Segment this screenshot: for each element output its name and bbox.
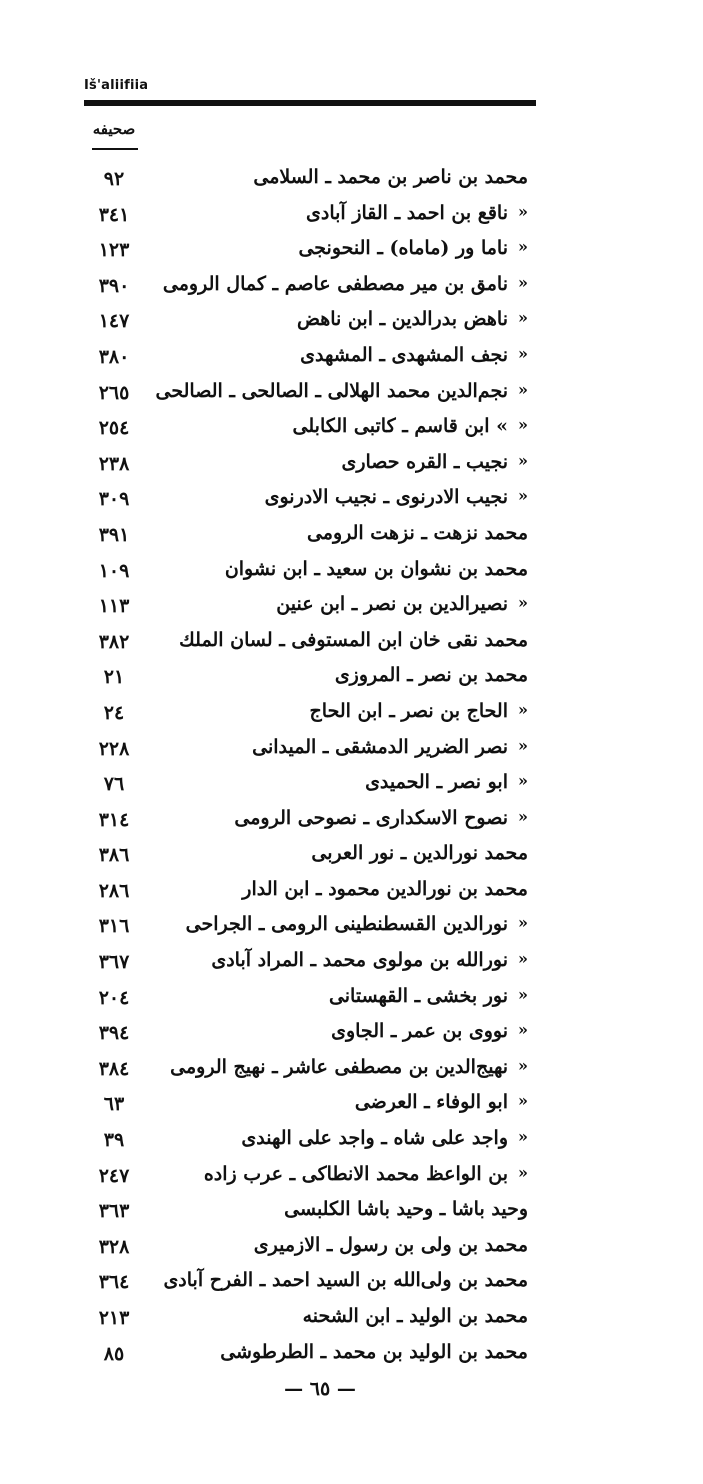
- ditto-mark: »: [518, 913, 528, 933]
- entry-name: نجيب الادرنوی ـ نجيب الادرنوی: [264, 486, 508, 509]
- index-entry: [0, 945, 703, 981]
- entry-name: نور بخشی ـ القهستانی: [328, 984, 508, 1007]
- ditto-mark: »: [518, 379, 528, 399]
- index-entry: [0, 376, 703, 412]
- entry-page-number: ٣٨٤: [98, 1057, 130, 1080]
- ditto-mark: »: [518, 450, 528, 470]
- entry-page-number: ٢٤: [103, 701, 125, 724]
- index-entry: [0, 625, 703, 661]
- entry-name: محمد بن الوليد بن محمد ـ الطرطوشی: [220, 1340, 528, 1363]
- index-entry: [0, 162, 703, 198]
- entry-page-number: ٢٥٤: [98, 417, 130, 440]
- entry-page-number: ٩٢: [103, 168, 125, 190]
- ditto-mark: »: [518, 949, 528, 969]
- index-entry: [0, 660, 703, 696]
- entry-page-number: ٣٦٤: [98, 1271, 130, 1294]
- index-entry: [0, 981, 703, 1017]
- entry-name: محمد بن نورالدين محمود ـ ابن الدار: [242, 877, 528, 900]
- entry-name: محمد بن ولی بن رسول ـ الازميری: [253, 1233, 528, 1256]
- page-column-heading: صحيفه: [92, 120, 136, 138]
- entry-name: محمد بن ولی‌الله بن السيد احمد ـ الفرح آبادی: [163, 1269, 528, 1292]
- ditto-mark: »: [518, 486, 528, 506]
- index-entry: [0, 198, 703, 234]
- entry-page-number: ٢٨٦: [98, 879, 130, 902]
- entry-name: نهيج‌الدين بن مصطفى عاشر ـ نهيج الرومی: [170, 1055, 508, 1078]
- index-entry: [0, 732, 703, 768]
- entry-name: الحاج بن نصر ـ ابن الحاج: [309, 699, 508, 722]
- index-entry: [0, 1016, 703, 1052]
- entry-name: نورالدين القسطنطينی الرومی ـ الجراحی: [185, 913, 508, 936]
- entry-page-number: ٣٩١: [98, 523, 130, 546]
- entry-page-number: ٨٥: [103, 1342, 125, 1365]
- entry-name: نصر الضرير الدمشقی ـ الميدانی: [252, 735, 508, 758]
- entry-name: ابو نصر ـ الحميدی: [365, 771, 508, 794]
- page-number: — ٦٥ —: [284, 1378, 356, 1400]
- index-entry: [0, 1265, 703, 1301]
- index-entry: [0, 1230, 703, 1266]
- index-entry: [0, 1087, 703, 1123]
- index-entry: [0, 269, 703, 305]
- entry-page-number: ٣١٦: [98, 915, 130, 938]
- ditto-mark: »: [518, 806, 528, 826]
- entry-name: نصيرالدين بن نصر ـ ابن عنين: [276, 593, 508, 616]
- ditto-mark: »: [518, 1055, 528, 1075]
- index-entry: [0, 874, 703, 910]
- entry-page-number: ٣٩: [103, 1129, 125, 1152]
- entry-name: بن الواعظ محمد الانطاكی ـ عرب زاده: [203, 1162, 508, 1185]
- entry-page-number: ٣٤١: [98, 203, 130, 226]
- index-entry: [0, 589, 703, 625]
- index-entry: [0, 1159, 703, 1195]
- index-entry: [0, 554, 703, 590]
- entry-page-number: ٢٠٤: [98, 986, 130, 1009]
- index-entry: [0, 1337, 703, 1373]
- ditto-mark: »: [518, 735, 528, 755]
- ditto-mark: »: [518, 771, 528, 791]
- entry-page-number: ١٢٣: [98, 239, 130, 262]
- entry-page-number: ٢٢٨: [98, 737, 130, 760]
- index-entry: [0, 518, 703, 554]
- entry-page-number: ٢٦٥: [98, 381, 130, 404]
- entry-name: ناهض بدرالدين ـ ابن ناهض: [296, 308, 508, 331]
- entry-page-number: ٣٩٠: [98, 274, 130, 297]
- entry-name: محمد بن نشوان بن سعيد ـ ابن نشوان: [224, 557, 528, 580]
- column-heading-underline: [92, 148, 138, 150]
- entry-page-number: ٦٣: [103, 1093, 125, 1116]
- entry-name: محمد بن ناصر بن محمد ـ السلامی: [253, 166, 528, 188]
- entry-name: ناقع بن احمد ـ القاز آبادی: [306, 201, 508, 224]
- index-entry-list: [0, 162, 703, 1372]
- entry-page-number: ٣٩٤: [98, 1022, 130, 1045]
- ditto-mark: »: [518, 308, 528, 328]
- entry-page-number: ٢١: [103, 666, 125, 689]
- index-entry: [0, 1194, 703, 1230]
- ditto-mark: »: [518, 415, 528, 435]
- ditto-mark: »: [518, 1091, 528, 1111]
- entry-name: نووی بن عمر ـ الجاوی: [331, 1020, 508, 1043]
- index-entry: [0, 482, 703, 518]
- entry-name: نامق بن مير مصطفى عاصم ـ كمال الرومی: [162, 272, 508, 295]
- entry-name: » ابن قاسم ـ كاتبی الكابلی: [292, 415, 508, 438]
- header-rule: [84, 100, 536, 106]
- ditto-mark: »: [518, 343, 528, 363]
- ditto-mark: »: [518, 593, 528, 613]
- entry-page-number: ٣٨٢: [98, 630, 130, 653]
- index-entry: [0, 803, 703, 839]
- entry-page-number: ٣٨٦: [98, 844, 130, 867]
- entry-page-number: ٢٤٧: [98, 1164, 130, 1187]
- ditto-mark: »: [518, 1127, 528, 1147]
- ditto-mark: »: [518, 1162, 528, 1182]
- entry-name: ناما ور (ماماه) ـ النحونجی: [298, 237, 508, 260]
- index-entry: [0, 233, 703, 269]
- entry-name: واجد على شاه ـ واجد على الهندی: [241, 1127, 508, 1150]
- ditto-mark: »: [518, 699, 528, 719]
- index-entry: [0, 340, 703, 376]
- entry-page-number: ٣١٤: [98, 808, 130, 831]
- index-entry: [0, 1301, 703, 1337]
- index-entry: [0, 447, 703, 483]
- index-entry: [0, 838, 703, 874]
- entry-page-number: ٧٦: [103, 773, 125, 796]
- ditto-mark: »: [518, 237, 528, 257]
- entry-name: نصوح الاسكداری ـ نصوحی الرومی: [234, 806, 508, 829]
- entry-name: محمد نورالدين ـ نور العربی: [311, 842, 528, 865]
- entry-name: نجم‌الدين محمد الهلالى ـ الصالحى ـ الصالحى: [155, 379, 508, 402]
- index-entry: [0, 411, 703, 447]
- entry-name: محمد بن نصر ـ المروزی: [334, 664, 528, 687]
- index-entry: [0, 1123, 703, 1159]
- entry-name: محمد نقى خان ابن المستوفی ـ لسان الملك: [179, 628, 528, 651]
- entry-name: نجيب ـ القره حصاری: [341, 450, 508, 473]
- entry-page-number: ٢١٣: [98, 1307, 130, 1329]
- entry-page-number: ٣٨٠: [98, 345, 130, 368]
- ditto-mark: »: [518, 272, 528, 292]
- entry-name: ابو الوفاء ـ العرضی: [354, 1091, 508, 1114]
- running-head: Iš'aliifiia: [84, 78, 149, 93]
- entry-page-number: ١٤٧: [98, 310, 130, 333]
- entry-page-number: ٣٢٨: [98, 1235, 130, 1258]
- entry-page-number: ١٠٩: [98, 559, 130, 582]
- entry-page-number: ١١٣: [98, 595, 130, 618]
- index-entry: [0, 696, 703, 732]
- entry-page-number: ٣٠٩: [98, 488, 130, 511]
- entry-name: محمد نزهت ـ نزهت الرومی: [306, 521, 528, 544]
- ditto-mark: »: [518, 1020, 528, 1040]
- entry-name: نورالله بن مولوی محمد ـ المراد آبادی: [211, 949, 508, 972]
- index-entry: [0, 909, 703, 945]
- index-entry: [0, 304, 703, 340]
- entry-page-number: ٣٦٧: [98, 951, 130, 974]
- entry-name: محمد بن الوليد ـ ابن الشحنه: [302, 1305, 528, 1327]
- entry-page-number: ٣٦٣: [98, 1200, 130, 1223]
- entry-name: نجف المشهدی ـ المشهدی: [300, 343, 508, 366]
- ditto-mark: »: [518, 201, 528, 221]
- entry-name: وحيد باشا ـ وحيد باشا الكلبسی: [284, 1198, 528, 1221]
- index-entry: [0, 1052, 703, 1088]
- ditto-mark: »: [518, 984, 528, 1004]
- entry-page-number: ٢٣٨: [98, 452, 130, 475]
- index-entry: [0, 767, 703, 803]
